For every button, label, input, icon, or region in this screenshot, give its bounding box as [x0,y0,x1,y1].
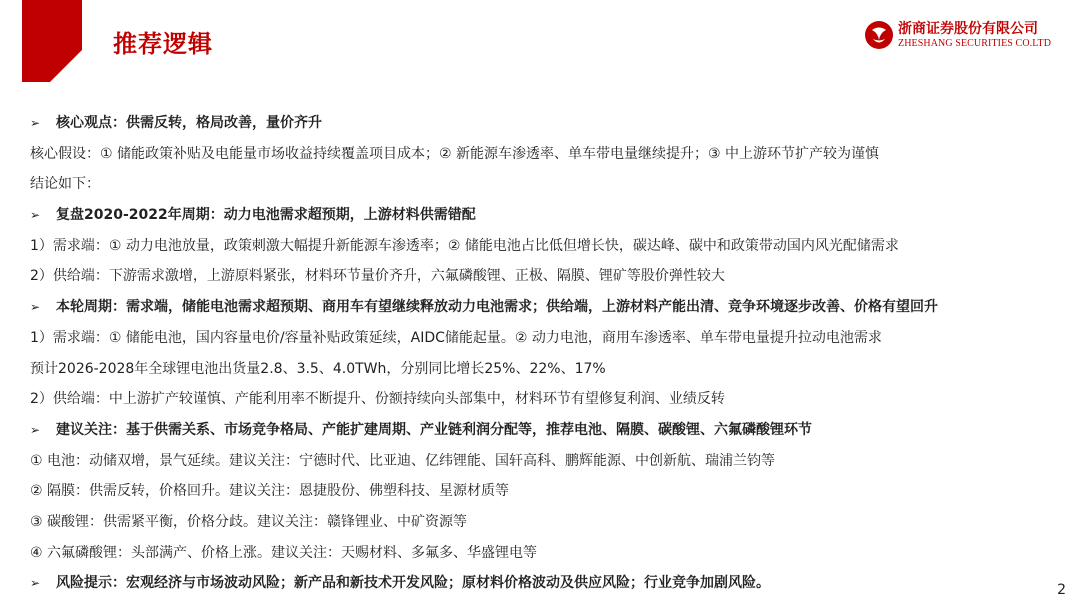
arrow-bullet-icon: ➢ [30,422,41,437]
arrow-bullet-icon: ➢ [30,300,41,315]
arrow-bullet-icon: ➢ [30,208,41,223]
line-text: 复盘2020-2022年周期：动力电池需求超预期，上游材料供需错配 [56,207,476,224]
line-text: ③ 碳酸锂：供需紧平衡，价格分歧。建议关注：赣锋锂业、中矿资源等 [30,513,467,530]
detail-line [30,446,1070,477]
page-title: 推荐逻辑 [113,30,213,58]
logo-english-name: ZHESHANG SECURITIES CO.LTD [898,38,1052,49]
detail-line [30,384,1070,415]
detail-line [30,323,1070,354]
corner-decoration [22,0,82,82]
company-logo [860,16,1060,56]
line-text: ② 隔膜：供需反转，价格回升。建议关注：恩捷股份、佛塑科技、星源材质等 [30,483,509,500]
line-text: 结论如下： [30,176,100,193]
detail-line [30,231,1070,262]
detail-line [30,354,1070,385]
key-point-line [30,200,1070,231]
logo-chinese-name: 浙商证券股份有限公司 [898,21,1038,37]
line-text: 1）需求端：① 动力电池放量，政策刺激大幅提升新能源车渗透率；② 储能电池占比低但增长快，碳达峰、碳中和政策带动国内风光配储需求 [30,237,899,254]
line-text: 2）供给端：中上游扩产较谨慎、产能利用率不断提升、份额持续向头部集中，材料环节有望修复利润、业绩反转 [30,391,725,408]
key-point-line [30,415,1070,446]
detail-line [30,169,1070,200]
key-point-line [30,108,1070,139]
line-text: 预计2026-2028年全球锂电池出货量2.8、3.5、4.0TWh，分别同比增长25%、22%、17% [30,360,606,377]
line-text: 核心假设：① 储能政策补贴及电能量市场收益持续覆盖项目成本；② 新能源车渗透率、单车带电量继续提升；③ 中上游环节扩产较为谨慎 [30,145,879,162]
key-point-line [30,292,1070,323]
line-text: 2）供给端：下游需求激增，上游原料紧张，材料环节量价齐升，六氟磷酸锂、正极、隔膜、锂矿等股价弹性较大 [30,268,725,285]
detail-line [30,538,1070,569]
detail-line [30,476,1070,507]
arrow-bullet-icon: ➢ [30,116,41,130]
line-text: 1）需求端：① 储能电池，国内容量电价/容量补贴政策延续，AIDC储能起量。② 动力电池，商用车渗透率、单车带电量提升拉动电池需求 [30,329,882,346]
logo-mark-icon [864,20,894,50]
detail-line [30,261,1070,292]
page-number: 2 [1057,582,1066,598]
content-body [30,108,1070,599]
arrow-bullet-icon: ➢ [30,576,41,591]
detail-line [30,139,1070,170]
line-text: 建议关注：基于供需关系、市场竞争格局、产能扩建周期、产业链利润分配等，推荐电池、隔膜、碳酸锂、六氟磷酸锂环节 [56,421,812,438]
line-text: ④ 六氟磷酸锂：头部满产、价格上涨。建议关注：天赐材料、多氟多、华盛锂电等 [30,544,537,561]
line-text: 核心观点：供需反转，格局改善，量价齐升 [56,115,322,131]
detail-line [30,507,1070,538]
line-text: ① 电池：动储双增，景气延续。建议关注：宁德时代、比亚迪、亿纬锂能、国轩高科、鹏辉能源、中创新航、瑞浦兰钧等 [30,452,775,469]
line-text: 风险提示：宏观经济与市场波动风险；新产品和新技术开发风险；原材料价格波动及供应风险；行业竞争加剧风险。 [56,575,770,592]
line-text: 本轮周期：需求端，储能电池需求超预期、商用车有望继续释放动力电池需求；供给端，上游材料产能出清、竞争环境逐步改善、价格有望回升 [56,299,938,316]
key-point-line [30,568,1070,599]
